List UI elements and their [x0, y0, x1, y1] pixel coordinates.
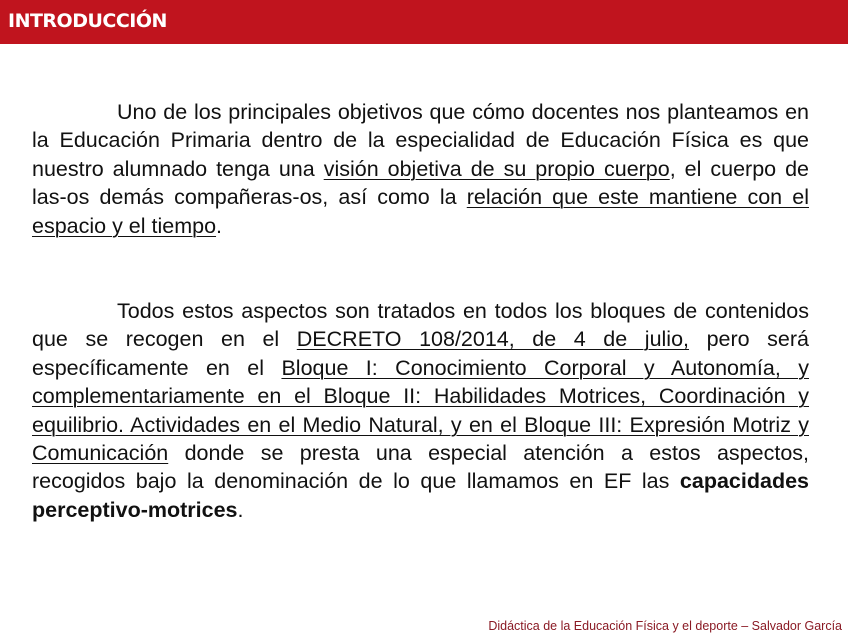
bold-capacidades: capacidades perceptivo-motrices	[32, 469, 809, 522]
underlined-phrase-vision: visión objetiva de su propio cuerpo	[323, 156, 670, 181]
footer-credit: Didáctica de la Educación Física y el deporte – Salvador García	[488, 619, 842, 633]
paragraph-1-text-3: .	[216, 213, 223, 238]
paragraph-1	[32, 98, 809, 240]
paragraph-2	[32, 297, 809, 524]
paragraph-2-text-1: Todos estos aspectos son tratados en todos los bloques de contenidos que se recogen en el	[32, 299, 809, 352]
paragraph-2-text-3: donde se presta una especial atención a estos aspectos, recogidos bajo la denominación de lo que llamamos en EF las	[32, 441, 809, 494]
underlined-phrase-relacion: relación que este mantiene con el espacio y el tiempo	[32, 185, 809, 238]
slide-title: INTRODUCCIÓN	[8, 10, 167, 32]
paragraph-1-text-2: , el cuerpo de las-os demás compañeras-os, así como la	[32, 156, 809, 210]
paragraph-1-text-1: Uno de los principales objetivos que cómo docentes nos planteamos en la Educación Primaria dentro de la especialidad de Educación Física es que nuestro alumnado tenga una	[32, 100, 809, 181]
paragraph-2-text-2: pero será específicamente en el	[32, 327, 810, 380]
underlined-bloques: Bloque I: Conocimiento Corporal y Autonomía, y complementariamente en el Bloque II: Habilidades Motrices, Coordinación y equilibrio. Actividades en el Medio Natural, y en el Bloque III: Expresión Motriz y Comunicación	[32, 355, 809, 466]
header-bar	[0, 0, 848, 44]
slide-content	[32, 98, 809, 524]
underlined-decreto: DECRETO 108/2014, de 4 de julio,	[296, 327, 690, 352]
paragraph-2-text-4: .	[237, 497, 244, 522]
